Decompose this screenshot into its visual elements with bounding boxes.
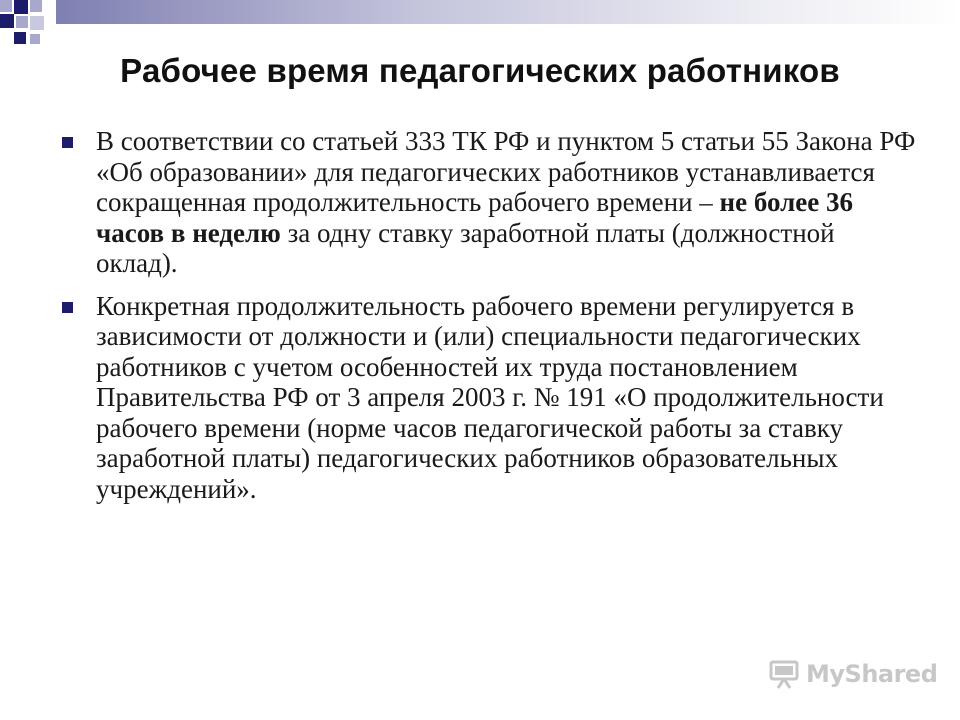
square-bullet-icon <box>62 137 73 148</box>
bullet-2-text: Конкретная продолжительность рабочего времени регулируется в зависимости от должности и (или) специальности педагогических работников с учетом особенностей их труда постановлением Правительства РФ от 3 апреля 2003 г. № 191 «О продолжительности рабочего времени (норме часов педагогической работы за ставку заработной платы) педагогических работников образовательных учреждений». <box>96 290 884 504</box>
bullet-1-text-start: В соответствии со статьей 333 ТК РФ и пунктом 5 статьи 55 Закона РФ «Об образовании» для педагогических работников устанавливается сокращенная продолжительность рабочего времени – <box>96 126 916 217</box>
bullet-1-text-bold: не более 36 часов в неделю <box>96 187 853 248</box>
bullet-1-text-end: за одну ставку заработной платы (должностной оклад). <box>96 217 835 278</box>
watermark <box>768 657 937 691</box>
bullet-item-2 <box>62 291 922 505</box>
bullet-item-1 <box>62 126 922 279</box>
slide-title: Рабочее время педагогических работников <box>120 52 840 89</box>
watermark-text: MyShared <box>806 660 938 688</box>
decorative-header-bar <box>56 0 960 24</box>
slide-body <box>62 126 922 516</box>
square-bullet-icon <box>62 302 73 313</box>
presentation-board-icon <box>768 658 800 690</box>
